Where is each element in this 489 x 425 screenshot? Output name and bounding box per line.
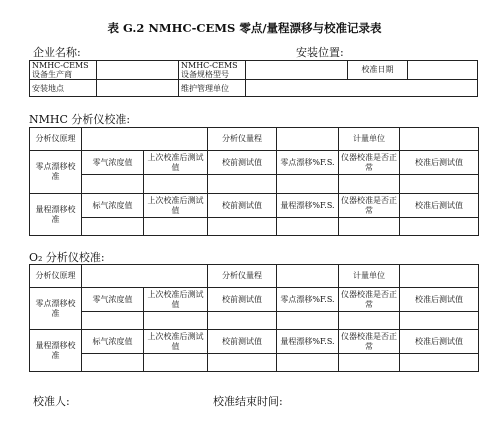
before-test-header: 校前测试值 bbox=[208, 288, 277, 312]
std-gas-header: 标气浓度值 bbox=[82, 194, 144, 218]
range-value[interactable] bbox=[277, 128, 339, 151]
unit-label: 计量单位 bbox=[339, 265, 400, 288]
last-after-header: 上次校准后测试值 bbox=[144, 194, 208, 218]
normal-header: 仪器校准是否正常 bbox=[339, 194, 400, 218]
range-label: 分析仪量程 bbox=[208, 265, 277, 288]
normal-header: 仪器校准是否正常 bbox=[339, 330, 400, 354]
zero-gas-header: 零气浓度值 bbox=[82, 288, 144, 312]
maint-unit-value[interactable] bbox=[246, 80, 478, 97]
std-gas-header: 标气浓度值 bbox=[82, 330, 144, 354]
last-after-value[interactable] bbox=[144, 218, 208, 236]
end-time-label: 校准结束时间: bbox=[213, 395, 283, 408]
zero-pct-value[interactable] bbox=[277, 312, 339, 330]
before-test-header: 校前测试值 bbox=[208, 194, 277, 218]
install-location-label: 安装位置: bbox=[296, 46, 344, 59]
after-test-header: 校准后测试值 bbox=[400, 151, 479, 175]
span-pct-value[interactable] bbox=[277, 354, 339, 372]
last-after-value[interactable] bbox=[144, 354, 208, 372]
span-pct-header: 量程漂移%F.S. bbox=[277, 330, 339, 354]
before-test-value[interactable] bbox=[208, 312, 277, 330]
span-drift-label: 量程漂移校准 bbox=[30, 330, 82, 372]
span-drift-label: 量程漂移校准 bbox=[30, 194, 82, 236]
page-title: 表 G.2 NMHC-CEMS 零点/量程漂移与校准记录表 bbox=[107, 21, 382, 35]
manufacturer-value[interactable] bbox=[97, 61, 179, 80]
unit-label: 计量单位 bbox=[339, 128, 400, 151]
principle-label: 分析仪原理 bbox=[30, 265, 82, 288]
zero-pct-header: 零点漂移%F.S. bbox=[277, 288, 339, 312]
normal-header: 仪器校准是否正常 bbox=[339, 288, 400, 312]
calibrator-label: 校准人: bbox=[33, 395, 70, 408]
model-value[interactable] bbox=[246, 61, 348, 80]
zero-gas-header: 零气浓度值 bbox=[82, 151, 144, 175]
principle-label: 分析仪原理 bbox=[30, 128, 82, 151]
before-test-value[interactable] bbox=[208, 175, 277, 194]
manufacturer-label: NMHC-CEMS 设备生产商 bbox=[30, 61, 97, 80]
last-after-value[interactable] bbox=[144, 175, 208, 194]
range-label: 分析仪量程 bbox=[208, 128, 277, 151]
normal-value[interactable] bbox=[339, 354, 400, 372]
before-test-value[interactable] bbox=[208, 354, 277, 372]
normal-value[interactable] bbox=[339, 218, 400, 236]
after-test-header: 校准后测试值 bbox=[400, 194, 479, 218]
zero-pct-header: 零点漂移%F.S. bbox=[277, 151, 339, 175]
unit-value[interactable] bbox=[400, 265, 479, 288]
normal-value[interactable] bbox=[339, 312, 400, 330]
principle-value[interactable] bbox=[82, 265, 208, 288]
std-gas-value[interactable] bbox=[82, 354, 144, 372]
after-test-header: 校准后测试值 bbox=[400, 288, 479, 312]
nmhc-calibration-table bbox=[29, 127, 479, 236]
zero-gas-value[interactable] bbox=[82, 312, 144, 330]
site-label: 安装地点 bbox=[30, 80, 97, 97]
normal-value[interactable] bbox=[339, 175, 400, 194]
after-test-header: 校准后测试值 bbox=[400, 330, 479, 354]
site-value[interactable] bbox=[97, 80, 179, 97]
normal-header: 仪器校准是否正常 bbox=[339, 151, 400, 175]
last-after-header: 上次校准后测试值 bbox=[144, 151, 208, 175]
before-test-header: 校前测试值 bbox=[208, 151, 277, 175]
unit-value[interactable] bbox=[400, 128, 479, 151]
calib-date-label: 校准日期 bbox=[348, 61, 408, 80]
before-test-value[interactable] bbox=[208, 218, 277, 236]
o2-calibration-table bbox=[29, 264, 479, 372]
span-pct-header: 量程漂移%F.S. bbox=[277, 194, 339, 218]
span-pct-value[interactable] bbox=[277, 218, 339, 236]
calib-date-value[interactable] bbox=[408, 61, 478, 80]
o2-section-title: O₂ 分析仪校准: bbox=[29, 251, 105, 264]
last-after-header: 上次校准后测试值 bbox=[144, 288, 208, 312]
after-test-value[interactable] bbox=[400, 312, 479, 330]
last-after-header: 上次校准后测试值 bbox=[144, 330, 208, 354]
zero-gas-value[interactable] bbox=[82, 175, 144, 194]
maint-unit-label: 维护管理单位 bbox=[179, 80, 246, 97]
range-value[interactable] bbox=[277, 265, 339, 288]
company-name-label: 企业名称: bbox=[33, 46, 81, 59]
zero-drift-label: 零点漂移校准 bbox=[30, 288, 82, 330]
last-after-value[interactable] bbox=[144, 312, 208, 330]
after-test-value[interactable] bbox=[400, 218, 479, 236]
nmhc-section-title: NMHC 分析仪校准: bbox=[29, 113, 131, 126]
after-test-value[interactable] bbox=[400, 175, 479, 194]
zero-drift-label: 零点漂移校准 bbox=[30, 151, 82, 194]
principle-value[interactable] bbox=[82, 128, 208, 151]
device-info-table bbox=[29, 60, 478, 97]
std-gas-value[interactable] bbox=[82, 218, 144, 236]
zero-pct-value[interactable] bbox=[277, 175, 339, 194]
before-test-header: 校前测试值 bbox=[208, 330, 277, 354]
model-label: NMHC-CEMS 设备规格型号 bbox=[179, 61, 246, 80]
after-test-value[interactable] bbox=[400, 354, 479, 372]
